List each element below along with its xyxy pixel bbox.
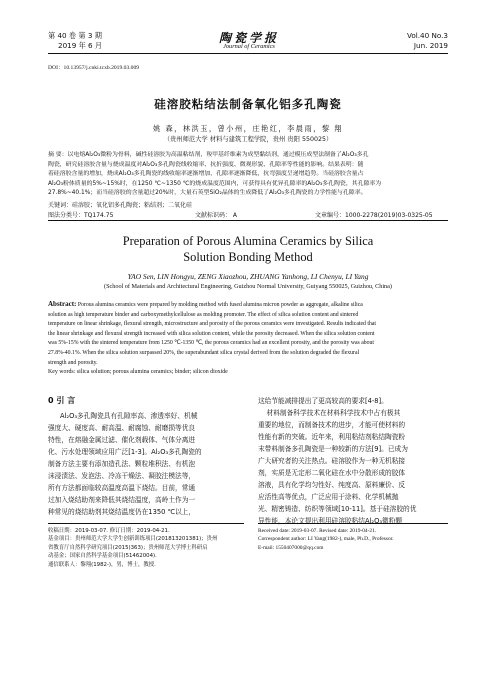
footnote-left [48, 527, 244, 569]
intro-line: 应活性高等优点，广泛应用于涂料、化学机械抛 [258, 493, 399, 501]
intro-line: 制备方法主要有添加造孔法、颗粒堆积法、有机泡 [48, 460, 196, 468]
intro-line: Al₂O₃多孔陶瓷具有孔隙率高、渗透率好、机械 [60, 412, 198, 420]
authors-zh: 姚 森，林洪玉，曾小州，庄艳红，李晨雨，黎 翔 [152, 124, 343, 133]
header-rule [48, 53, 448, 54]
intro-right-column [258, 395, 454, 527]
abstract-en [48, 300, 448, 368]
affiliation-en: (School of Materials and Architectural Engineering, Guizhou Normal University, Guiyang 550025, Guizhou, China) [104, 283, 392, 290]
title-en-line1: Preparation of Porous Alumina Ceramics by Silica [122, 234, 374, 248]
abstract-zh-line: Al₂O₃粉体质量的5%~15%时，在1250 ℃~1350 ℃的烧成温度范围内，可获得具有优异孔隙率的Al₂O₃多孔陶瓷，其孔隙率为 [48, 180, 382, 187]
header-date-zh: 2019 年 6 月 [58, 41, 103, 50]
header-date-en: Jun. 2019 [413, 41, 448, 50]
intro-left-column [48, 410, 244, 518]
journal-logo-cn: 陶瓷学报 [218, 31, 279, 45]
footnote-line: 通信联系人：黎翔(1982-)，男，博士，教授. [48, 561, 156, 568]
intro-line: 沫浸渍法、发泡法、冷冻干燥法、凝胶注模法等， [48, 472, 196, 480]
abstract-zh-line: 陶瓷，研究硅溶胶含量与烧成温度对Al₂O₃多孔陶瓷线收缩率、抗折强度、微观形貌、孔隙率等性能的影响。结果表明：随 [48, 161, 364, 168]
title-zh: 硅溶胶粘结法制备氧化铝多孔陶瓷 [154, 97, 342, 111]
intro-line: 重要的地位，而制备技术的进步，才能可使材料的 [258, 421, 406, 429]
abstract-zh-line: 摘 要：以电熔Al₂O₃微粉为骨料，碱性硅溶胶为高温粘结剂，羧甲基纤维素为成型黏结剂，通过模压成型法制备了Al₂O₃多孔 [48, 152, 369, 158]
intro-line: 剂，实质是无定形二氧化硅在水中分散形成的胶体 [258, 469, 406, 477]
intro-line: 性能有新的突破。近年来，利用粘结剂粘结陶瓷粉 [258, 433, 406, 441]
footnote-line: Correspondent author: LI Yang(1982-), male, Ph.D., Professor. [258, 536, 394, 543]
keywords-zh: 关键词：硅溶胶；氧化铝多孔陶瓷；粘结剂；二氧化硅 [48, 202, 193, 209]
authors-en: YAO Sen, LIN Hongyu, ZENG Xiaozhou, ZHUANG Yanhong, LI Chenyu, LI Yang [127, 272, 369, 281]
keywords-en: Key words: silica solution; porous alumina ceramics; binder; silicon dioxide [48, 369, 228, 375]
header-vol-issue-en: Vol.40 No.3 [407, 31, 448, 40]
abstract-zh-line: 着硅溶胶含量的增加，烧成Al₂O₃多孔陶瓷的线收缩率逐渐增加，孔隙率逐渐降低，抗弯强度呈递增趋势。当硅溶胶含量占 [48, 171, 364, 178]
intro-line: 溶液，具有化学均匀性好、纯度高、原料廉价、反 [258, 481, 406, 489]
footnote-rule-left [48, 523, 244, 524]
affiliation-zh: （贵州师范大学 材料与建筑工程学院，贵州 贵阳 550025） [163, 136, 333, 143]
abstract-en-line [48, 300, 448, 311]
footnote-line: 省教育厅自然科学研究项目(2015)363)；贵州师范大学博士科研启 [48, 544, 208, 551]
intro-line: 异性能，本论文提出利用硅溶胶粘结Al₂O₃微粉颗 [258, 517, 403, 525]
intro-line: 光、精密铸造、纺织等领域[10-11]。基于硅溶胶的优 [258, 505, 417, 513]
section-heading-intro: 0 引 言 [48, 396, 76, 405]
doi: DOI：10.13957/j.cnki.tcxb.2019.03.009 [48, 65, 140, 71]
intro-line: 广大研究者的关注热点。硅溶胶作为一种无机粘接 [258, 457, 406, 465]
intro-line: 末带料制备多孔陶瓷是一种较新的方法[9]。已成为 [258, 445, 408, 453]
footnote-line: 基金项目：贵州师范大学大学生创新训练项目(201813201381)；贵州 [48, 536, 218, 543]
intro-line: 种常见的烧结助剂其烧结温度仍在1350 ℃以上， [48, 508, 196, 516]
intro-line: 所有方法都面临较高温度高温下烧结。目前，常通 [48, 484, 196, 492]
abstract-rule [48, 220, 448, 221]
abstract-en-line: 27.8%-40.1%. When the silica solution surpassed 20%, the superabundant silica crystal derived from the solution degraded the flexural [48, 349, 360, 356]
footnote-right [258, 527, 448, 552]
abstract-en-line: was 5%-15% with the sintered temperature from 1250 ℃-1350 ℃, the porous ceramics had an excellent porosity, and the porosity was about [48, 340, 374, 347]
header-vol-issue-zh: 第 40 卷 第 3 期 [48, 31, 102, 40]
abstract-zh-line: 27.8%~40.1%；而当硅溶胶的含量超过20%时，大量石英型SiO₂晶体的生成降低了Al₂O₃多孔陶瓷的力学性能与孔隙率。 [48, 190, 367, 197]
footnote-line: E-mail: 1550407000@qq.com [258, 544, 324, 551]
abstract-en-line: solution as high temperature binder and carboxymethylcellulose as molding promoter. The effect of silica solution content and sintered [48, 311, 359, 318]
abstract-en-line: strength and porosity. [48, 359, 98, 366]
footnote-line: 动基金；国家自然科学基金项目(51462004). [48, 553, 157, 560]
intro-line: 材料制备科学技术在材料科学技术中占有极其 [258, 409, 401, 417]
intro-line: 特性，在熔融金属过滤、催化剂载体、气体分离进 [48, 436, 196, 444]
abstract-zh [48, 151, 448, 199]
abstract-en-label: Abstract: [48, 300, 77, 308]
intro-line: 化、污水处理领域应用广泛[1-3]。Al₂O₃多孔陶瓷的 [48, 448, 202, 456]
abstract-en-line-text: Porous alumina ceramics were prepared by molding method with fused alumina micron powder as aggregate, alkaline silica [77, 302, 363, 308]
footnote-line: Received date: 2019-03-07. Revised date: 2019-04-21. [258, 528, 377, 534]
clc-number: 图法分类号：TQ174.75 [48, 212, 114, 219]
abstract-en-line: the linear shrinkage and flexural strength increased with silica solution content, while the porosity decreased. When the silica solution content [48, 330, 375, 337]
journal-name-en: Journal of Ceramics [223, 43, 275, 50]
document-code: 文献标识码： A [195, 212, 238, 219]
intro-line: 过加入烧结助剂来降低其烧结温度，高岭土作为一 [48, 496, 196, 504]
footnote-line: 收稿日期：2019-03-07. 修订日期：2019-04-21. [48, 528, 170, 534]
intro-line: 这给节能减排提出了更高较高的要求[4-8]。 [258, 397, 388, 405]
intro-line: 强度大、硬度高、耐高温、耐腐蚀、耐磨损等优良 [48, 424, 196, 432]
abstract-en-line: temperature on linear shrinkage, flexural strength, microstructure and porosity of the porous ceramics were investigated. Results indicated that [48, 321, 376, 328]
footnote-rule-right [258, 523, 448, 524]
article-number: 文章编号：1000-2278(2019)03-0325-05 [315, 212, 433, 219]
title-en-line2: Solution Bonding Method [183, 250, 313, 264]
